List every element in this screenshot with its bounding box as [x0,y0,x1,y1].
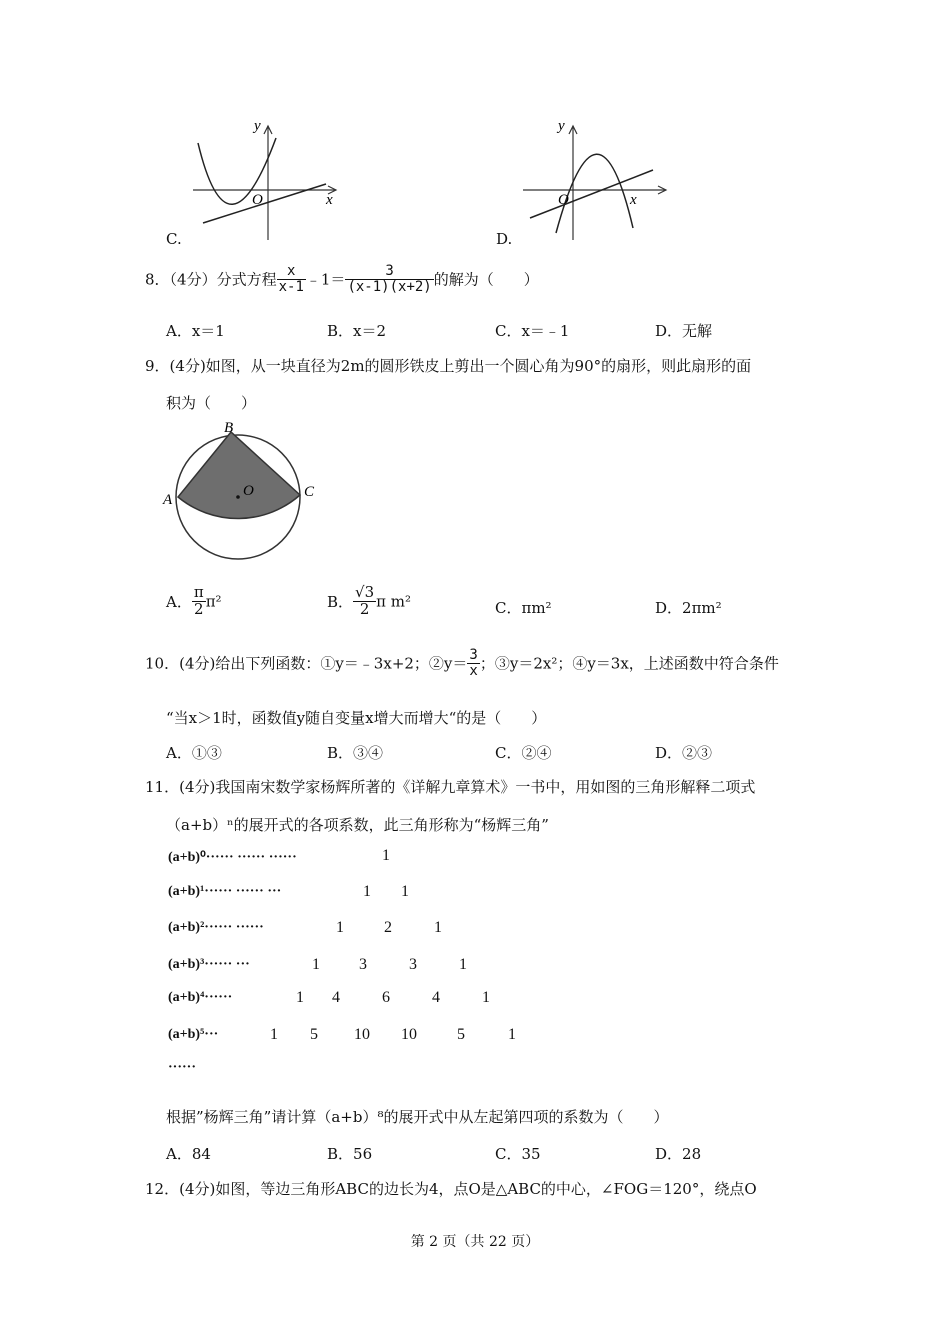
q11-question: 根据”杨辉三角”请计算（a+b）⁸的展开式中从左起第四项的系数为（ ） [166,1108,669,1126]
triangle-number: 1 [336,919,344,936]
q11-option-d[interactable]: D．28 [655,1145,702,1163]
q8-fraction-2 [345,264,433,294]
q9-option-a-denominator: 2 [192,601,206,618]
triangle-number: 1 [296,989,304,1006]
triangle-number: 1 [312,956,320,973]
q9-option-a-tail: π² [205,592,222,611]
q8-option-d[interactable]: D．无解 [655,322,713,340]
q10-option-a[interactable]: A．①③ [166,744,222,762]
q10-option-d[interactable]: D．②③ [655,744,713,762]
label-c: C [304,484,315,500]
triangle-row-label: (a+b)⁰······ ······ ······ [168,850,297,865]
triangle-row-label: (a+b)²······ ······ [168,920,264,935]
sector-figure [160,420,325,565]
page-footer: 第 2 页（共 22 页） [410,1234,540,1250]
q8-frac2-denominator: (x-1)(x+2) [347,278,432,295]
q10-frac-denominator: x [469,662,478,679]
q10-text-a: 10．(4分)给出下列函数：①y＝﹣3x+2；②y＝ [145,654,468,673]
triangle-number: 3 [409,956,417,973]
q10-text-b: ；③y＝2x²；④y＝3x，上述函数中符合条件 [479,654,779,673]
triangle-number: 5 [310,1026,318,1043]
q11-option-c[interactable]: C．35 [495,1145,541,1163]
triangle-number: 6 [382,989,390,1006]
label-o: O [243,483,254,499]
q9-option-a-prefix: A． [166,592,192,611]
q9-stem-line2: 积为（ ） [166,394,257,412]
q10-fraction [467,648,479,678]
q9-option-b-tail: π m² [376,592,412,611]
triangle-number: 1 [363,883,371,900]
triangle-number: 10 [401,1026,417,1043]
q8-option-a[interactable]: A．x＝1 [166,322,225,340]
q7-option-c-label: C. [166,230,182,248]
triangle-number: 1 [508,1026,516,1043]
q9-stem-line1: 9．(4分)如图，从一块直径为2m的圆形铁皮上剪出一个圆心角为90°的扇形，则此扇形的面 [145,357,752,375]
q9-option-b[interactable] [327,585,411,618]
triangle-row-label: (a+b)³······ ··· [168,957,250,972]
triangle-number: 1 [270,1026,278,1043]
triangle-row-label: (a+b)¹······ ······ ··· [168,884,282,899]
triangle-number: 5 [457,1026,465,1043]
svg-text:O: O [558,192,569,208]
q8-frac1-denominator: x-1 [278,278,304,295]
triangle-number: 2 [384,919,392,936]
svg-text:y: y [254,118,261,134]
q8-tail-text: 的解为（ ） [433,270,539,289]
q10-option-c[interactable]: C．②④ [495,744,552,762]
q8-option-c[interactable]: C．x＝﹣1 [495,322,570,340]
triangle-number: 1 [382,847,390,864]
svg-text:x: x [326,192,333,208]
q9-option-d[interactable]: D．2πm² [655,599,722,617]
triangle-number: 3 [359,956,367,973]
triangle-number: 1 [459,956,467,973]
q9-option-b-denominator: 2 [353,601,376,618]
q11-stem-line2: （a+b）ⁿ的展开式的各项系数，此三角形称为“杨辉三角” [166,816,549,834]
triangle-number: 4 [332,989,340,1006]
triangle-number: 1 [401,883,409,900]
q9-option-b-fraction [353,585,376,618]
q8-middle-text: ﹣1＝ [305,270,346,289]
triangle-number: 4 [432,989,440,1006]
graph-c [188,118,338,243]
svg-text:y: y [558,118,565,134]
q10-frac-numerator: 3 [469,647,478,663]
triangle-number: 1 [482,989,490,1006]
q11-option-b[interactable]: B．56 [327,1145,373,1163]
triangle-row-label: (a+b)⁴······ [168,990,233,1005]
svg-text:x: x [630,192,637,208]
q9-option-b-numerator: √3 [355,583,375,601]
triangle-number: 10 [354,1026,370,1043]
triangle-ellipsis: ······ [168,1060,197,1075]
q9-option-a[interactable] [166,585,222,618]
q8-number-text: 8．（4分）分式方程 [145,270,277,289]
q9-option-a-numerator: π [193,583,204,601]
graph-d [518,118,668,243]
q8-fraction-1 [277,264,306,294]
q7-option-d-label: D. [496,230,513,248]
q10-stem-line1 [145,648,779,678]
q10-stem-line2: “当x＞1时，函数值y随自变量x增大而增大“的是（ ） [166,709,547,727]
q11-stem-line1: 11．(4分)我国南宋数学家杨辉所著的《详解九章算术》一书中，用如图的三角形解释二项式 [145,778,756,796]
q9-option-a-fraction [192,585,206,618]
q8-option-b[interactable]: B．x＝2 [327,322,387,340]
q8-stem [145,264,539,294]
q10-option-b[interactable]: B．③④ [327,744,384,762]
q9-option-c[interactable]: C．πm² [495,599,552,617]
q11-option-a[interactable]: A．84 [166,1145,211,1163]
triangle-number: 1 [434,919,442,936]
label-a: A [163,492,173,508]
q12-stem-line1: 12．(4分)如图，等边三角形ABC的边长为4，点O是△ABC的中心，∠FOG＝120°，绕点O [145,1180,757,1198]
q8-frac1-numerator: x [287,263,296,279]
triangle-row-label: (a+b)⁵··· [168,1027,219,1042]
label-b: B [224,420,234,436]
q8-frac2-numerator: 3 [385,263,394,279]
q9-option-b-prefix: B． [327,592,354,611]
svg-text:O: O [252,192,263,208]
